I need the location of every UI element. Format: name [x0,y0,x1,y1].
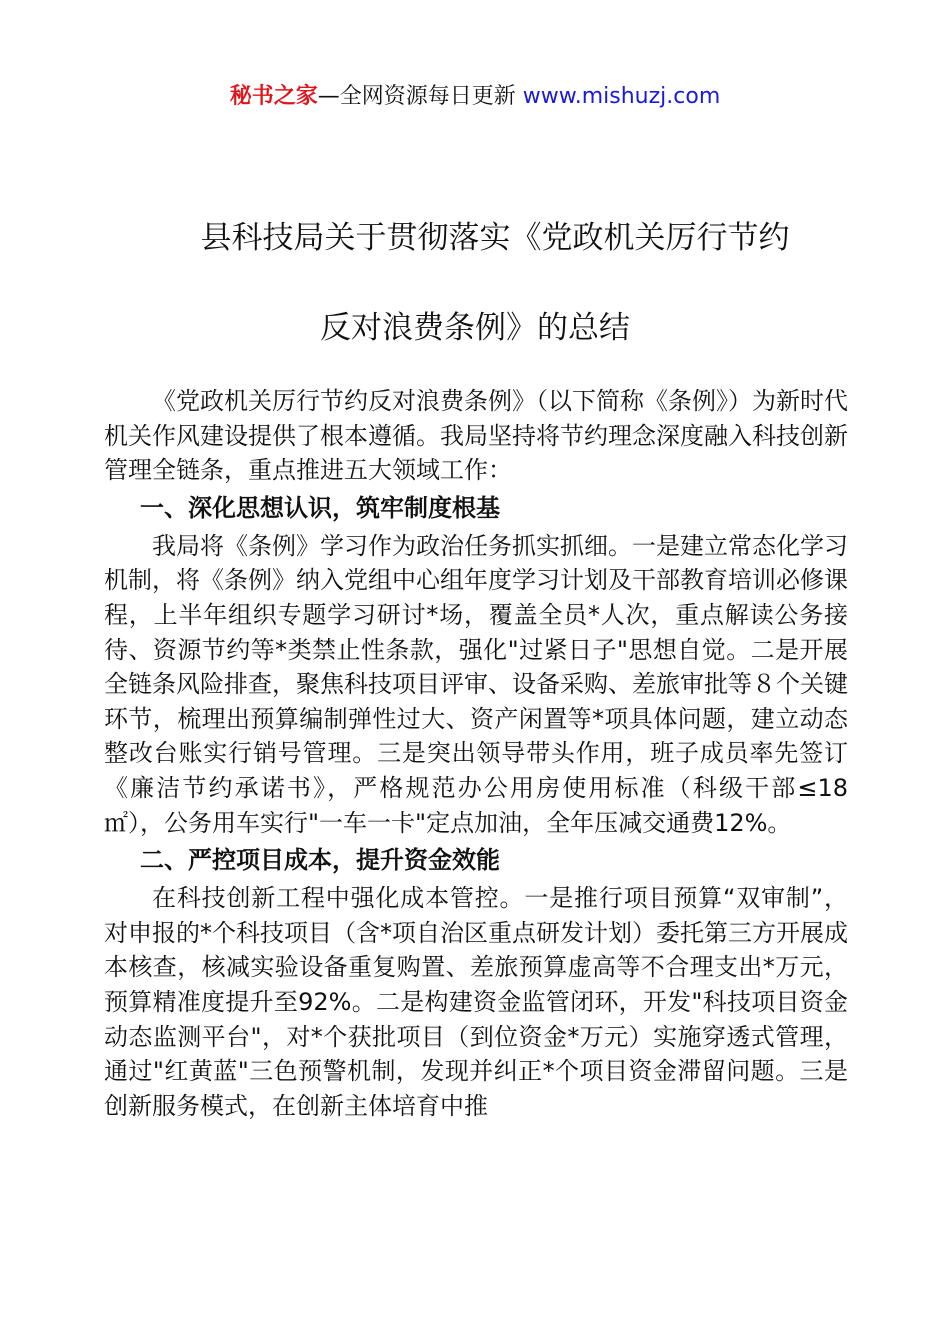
section-2-paragraph: 在科技创新工程中强化成本管控。一是推行项目预算“双审制”，对申报的*个科技项目（含*项自治区重点研发计划）委托第三方开展成本核查，核减实验设备重复购置、差旅预算虚高等不合理支出*万元，预算精准度提升至92%。二是构建资金监管闭环，开发"科技项目资金动态监测平台"，对*个获批项目（到位资金*万元）实施穿透式管理，通过"红黄蓝"三色预警机制，发现并纠正*个项目资金滞留问题。三是创新服务模式，在创新主体培育中推 [104,884,848,1120]
section-1-heading: 一、深化思想认识，筑牢制度根基 [140,493,500,522]
document-title-line-2: 反对浪费条例》的总结 [320,310,630,346]
section-1-paragraph: 我局将《条例》学习作为政治任务抓实抓细。一是建立常态化学习机制，将《条例》纳入党组中心组年度学习计划及干部教育培训必修课程，上半年组织专题学习研讨*场，覆盖全员*人次，重点解读公务接待、资源节约等*类禁止性条款，强化"过紧日子"思想自觉。二是开展全链条风险排查，聚焦科技项目评审、设备采购、差旅审批等８个关键环节，梳理出预算编制弹性过大、资产闲置等*项具体问题，建立动态整改台账实行销号管理。三是突出领导带头作用，班子成员率先签订《廉洁节约承诺书》，严格规范办公用房使用标准（科级干部≤18㎡），公务用车实行"一车一卡"定点加油，全年压减交通费12%。 [104,531,848,837]
site-slogan: —全网资源每日更新 [317,84,516,109]
section-2-heading: 二、严控项目成本，提升资金效能 [140,846,500,875]
document-title-line-1: 县科技局关于贯彻落实《党政机关厉行节约 [200,220,790,256]
intro-paragraph: 《党政机关厉行节约反对浪费条例》（以下简称《条例》）为新时代机关作风建设提供了根本遵循。我局坚持将节约理念深度融入科技创新管理全链条，重点推进五大领域工作： [104,387,848,485]
site-header [0,82,950,112]
site-brand: 秘书之家 [229,84,318,109]
site-url-link[interactable]: www.mishuzj.com [522,84,721,109]
document-body [104,384,848,1123]
